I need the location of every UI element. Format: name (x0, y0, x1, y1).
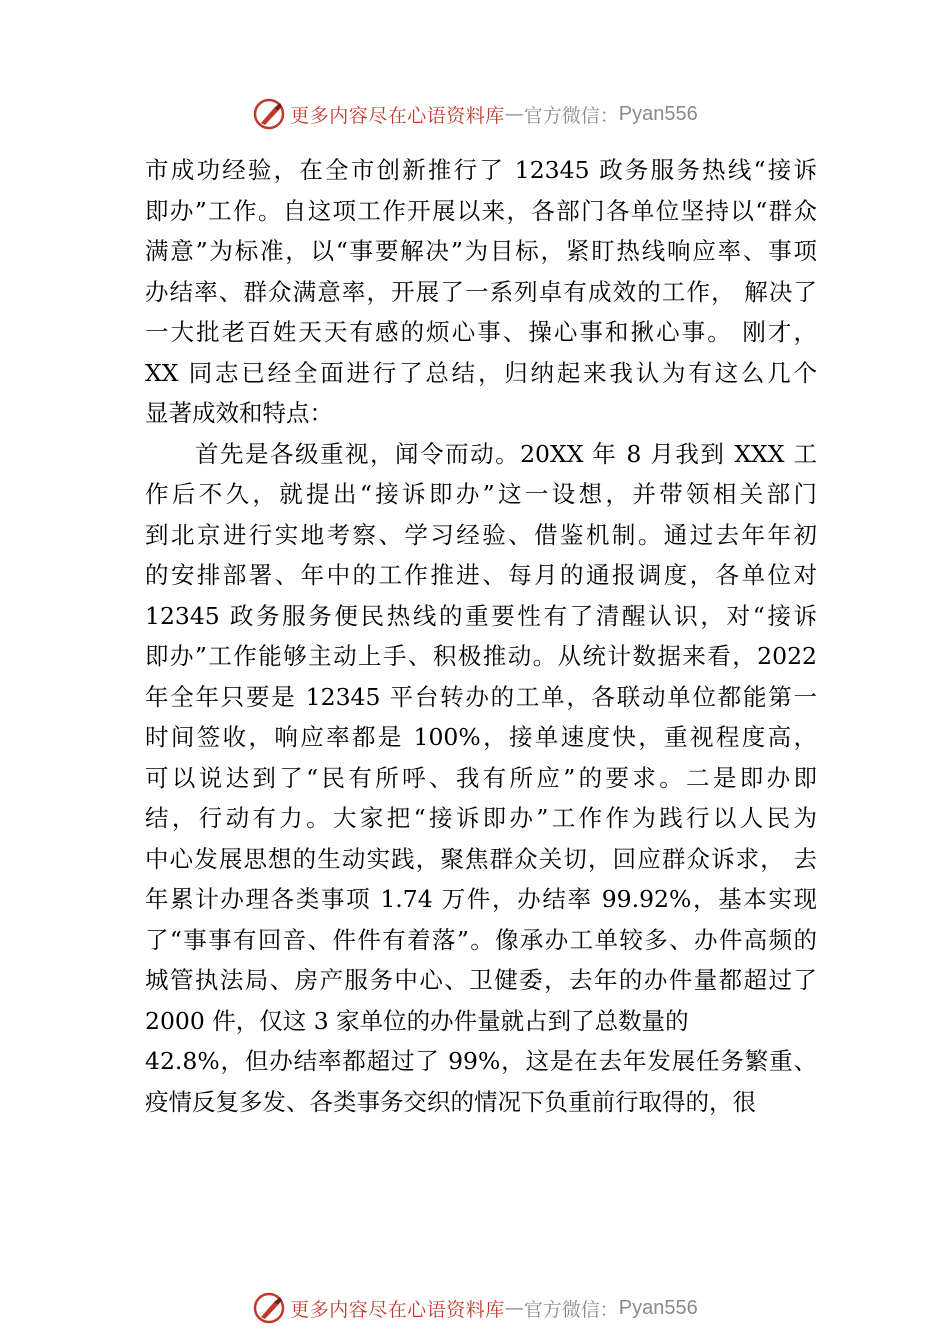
banner-dash: — (504, 103, 524, 125)
text-line: 到北京进行实地考察、学习经验、借鉴机制。通过去年年初 (145, 520, 817, 549)
text-line: 可以说达到了“民有所呼、我有所应”的要求。二是即办即 (145, 763, 817, 792)
banner-wechat-label: 官方微信： (523, 104, 619, 127)
text-line: 年全年只要是 12345 平台转办的工单，各联动单位都能第一 (145, 682, 817, 711)
banner-wechat-id: Pyan556 (618, 1296, 698, 1319)
text-line: XX 同志已经全面进行了总结，归纳起来我认为有这么几个 (145, 358, 817, 387)
text-line: 的安排部署、年中的工作推进、每月的通报调度，各单位对 (145, 561, 817, 589)
banner-dash: — (504, 1297, 524, 1319)
text-line: 市成功经验，在全市创新推行了 12345 政务服务热线“接诉 (145, 156, 817, 184)
text-line: 12345 政务服务便民热线的重要性有了清醒认识，对“接诉 (145, 601, 817, 630)
banner-title: 更多内容尽在心语资料库 (290, 1298, 505, 1321)
banner-title: 更多内容尽在心语资料库 (290, 104, 505, 127)
text-line: 疫情反复多发、各类事务交织的情况下负重前行取得的，很 (145, 1087, 756, 1116)
text-line: 城管执法局、房产服务中心、卫健委，去年的办件量都超过了 (145, 966, 817, 994)
text-line: 首先是各级重视，闻令而动。20XX 年 8 月我到 XXX 工 (145, 439, 817, 468)
text-line: 2000 件，仅这 3 家单位的办件量就占到了总数量的 (145, 1006, 689, 1035)
text-line: 作后不久，就提出“接诉即办”这一设想，并带领相关部门 (145, 480, 817, 508)
pen-nib-circle-logo-icon (252, 1291, 286, 1325)
text-line: 即办”工作能够主动上手、积极推动。从统计数据来看，2022 (145, 642, 817, 670)
text-line: 显著成效和特点： (145, 399, 333, 427)
text-line: 满意”为标准，以“事要解决”为目标，紧盯热线响应率、事项 (145, 237, 817, 265)
text-line: 了“事事有回音、件件有着落”。像承办工单较多、办件高频的 (145, 925, 817, 954)
text-line: 时间签收，响应率都是 100%，接单速度快，重视程度高， (145, 723, 817, 751)
text-line: 42.8%，但办结率都超过了 99%，这是在去年发展任务繁重、 (145, 1047, 817, 1075)
text-line: 一大批老百姓天天有感的烦心事、操心事和揪心事。 刚才， (145, 318, 817, 346)
banner-wechat-id: Pyan556 (618, 102, 698, 125)
text-line: 结，行动有力。大家把“接诉即办”工作作为践行以人民为 (145, 804, 817, 832)
text-line: 办结率、群众满意率，开展了一系列卓有成效的工作， 解决了 (145, 277, 817, 306)
text-line: 即办”工作。自这项工作开展以来，各部门各单位坚持以“群众 (145, 196, 817, 225)
footer-banner (0, 1288, 950, 1328)
pen-nib-circle-logo-icon (252, 97, 286, 131)
header-banner (0, 94, 950, 134)
text-line: 中心发展思想的生动实践，聚焦群众关切，回应群众诉求， 去 (145, 844, 817, 873)
text-line: 年累计办理各类事项 1.74 万件，办结率 99.92%，基本实现 (145, 885, 817, 913)
banner-wechat-label: 官方微信： (523, 1298, 619, 1321)
document-body (145, 150, 817, 1122)
